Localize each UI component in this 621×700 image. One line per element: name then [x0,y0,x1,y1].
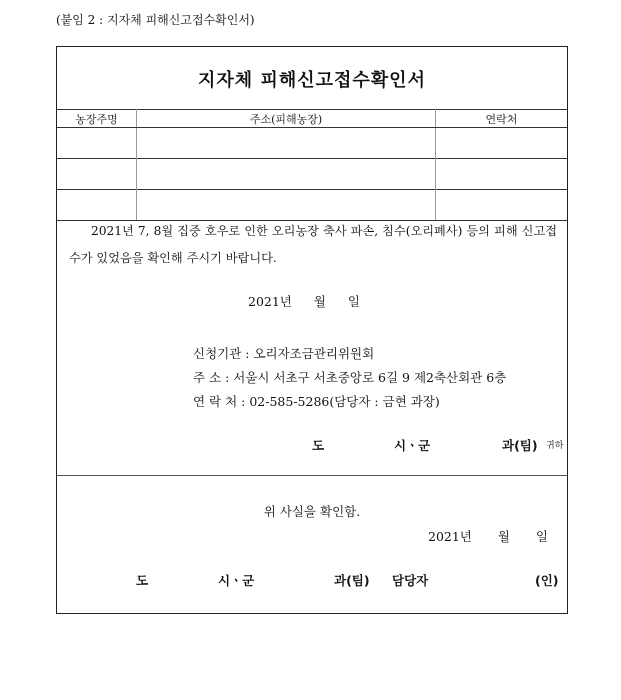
cell-contact[interactable] [436,128,568,159]
confirmation-date: 2021년 월 일 [428,529,548,544]
table-row [57,159,567,190]
recipient-dept: 과(팀) [502,438,538,453]
cell-farm-owner[interactable] [57,128,137,159]
recipient-sigun: 시ㆍ군 [394,438,431,453]
farm-info-table [57,109,567,221]
cell-farm-owner[interactable] [57,190,137,221]
table-row [57,190,567,221]
cell-address[interactable] [137,128,436,159]
confirm-do: 도 [136,573,149,588]
document-title: 지자체 피해신고접수확인서 [198,70,426,91]
table-header-row [57,110,567,128]
request-date: 2021년 월 일 [248,294,360,309]
seal-mark: (인) [535,573,559,588]
confirm-person: 담당자 [392,573,429,588]
confirmation-text: 위 사실을 확인함. [263,504,361,519]
confirm-dept: 과(팀) [334,573,370,588]
recipient-do: 도 [312,438,325,453]
applicant-org: 신청기관 : 오리자조금관리위원회 [193,346,375,361]
section-divider [57,475,567,476]
applicant-address: 주 소 : 서울시 서초구 서초중앙로 6길 9 제2축산회관 6층 [193,370,507,385]
confirmation-form [56,46,568,614]
header-address: 주소(피해농장) [137,110,436,128]
cell-address[interactable] [137,190,436,221]
table-row [57,128,567,159]
attachment-label: (붙임 2 : 지자체 피해신고접수확인서) [56,13,255,27]
header-contact: 연락처 [436,110,568,128]
cell-contact[interactable] [436,159,568,190]
cell-farm-owner[interactable] [57,159,137,190]
request-paragraph: 2021년 7, 8월 집중 호우로 인한 오리농장 축사 파손, 침수(오리폐사) 등의 피해 신고접수가 있었음을 확인해 주시기 바랍니다. [69,224,557,265]
applicant-contact: 연 락 처 : 02-585-5286(담당자 : 금현 과장) [193,394,440,409]
confirm-sigun: 시ㆍ군 [218,573,255,588]
header-farm-owner: 농장주명 [57,110,137,128]
cell-contact[interactable] [436,190,568,221]
recipient-suffix: 귀하 [546,441,564,451]
cell-address[interactable] [137,159,436,190]
